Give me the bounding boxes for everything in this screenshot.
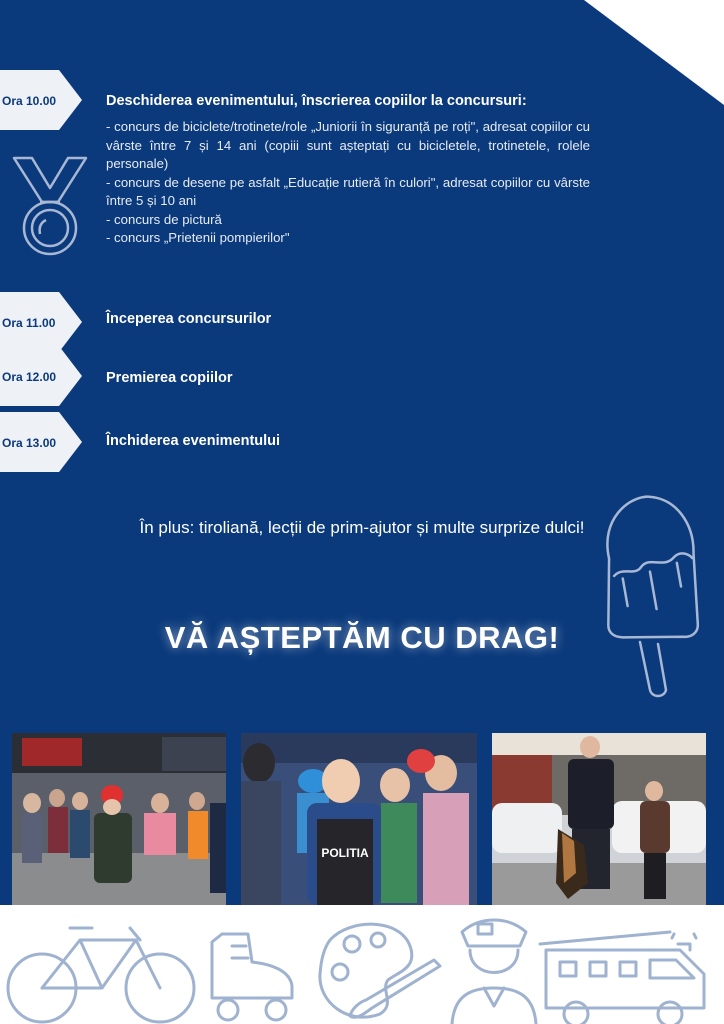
time-label-2: Ora 11.00: [2, 316, 56, 330]
heading-contests-start: Începerea concursurilor: [106, 311, 272, 327]
photo-police-vest-child: [241, 733, 477, 905]
bottom-icon-strip: [0, 910, 724, 1024]
heading-closing: Închiderea evenimentului: [106, 433, 281, 449]
bicycle-icon: [8, 928, 194, 1022]
contest-list: [106, 118, 590, 248]
photo-children-line: [12, 733, 226, 905]
contest-item-1: - concurs de biciclete/trotinete/role „Juniorii în siguranță pe roți", adresat copiilor cu vârste între 7 și 14 ani (copiii sunt așteptați cu bicicletele, trotinetele, rolele personale): [106, 119, 590, 171]
medal-icon: [10, 150, 90, 260]
contest-item-2: - concurs de desene pe asfalt „Educație rutieră în culori", adresat copiilor cu vârste între 5 și 10 ani: [106, 174, 590, 208]
time-label-3: Ora 12.00: [2, 370, 57, 384]
time-label-1: Ora 10.00: [2, 94, 57, 108]
palette-icon: [320, 924, 440, 1017]
heading-opening: Deschiderea evenimentului, înscrierea copiilor la concursuri:: [106, 93, 527, 109]
fire-truck-icon: [540, 932, 704, 1024]
photo-officer-dog: [492, 733, 706, 905]
heading-awards: Premierea copiilor: [106, 370, 233, 386]
extra-activities: În plus: tiroliană, lecții de prim-ajutor și multe surprize dulci!: [139, 518, 585, 537]
roller-skate-icon: [212, 934, 292, 1020]
contest-item-4: - concurs „Prietenii pompierilor": [106, 230, 290, 245]
contest-item-3: - concurs de pictură: [106, 211, 222, 227]
vest-text: POLITIA: [321, 846, 369, 860]
white-corner: [584, 0, 724, 105]
police-officer-icon: [452, 920, 536, 1024]
slogan: VĂ AȘTEPTĂM CU DRAG!: [164, 620, 560, 655]
time-label-4: Ora 13.00: [2, 436, 57, 450]
